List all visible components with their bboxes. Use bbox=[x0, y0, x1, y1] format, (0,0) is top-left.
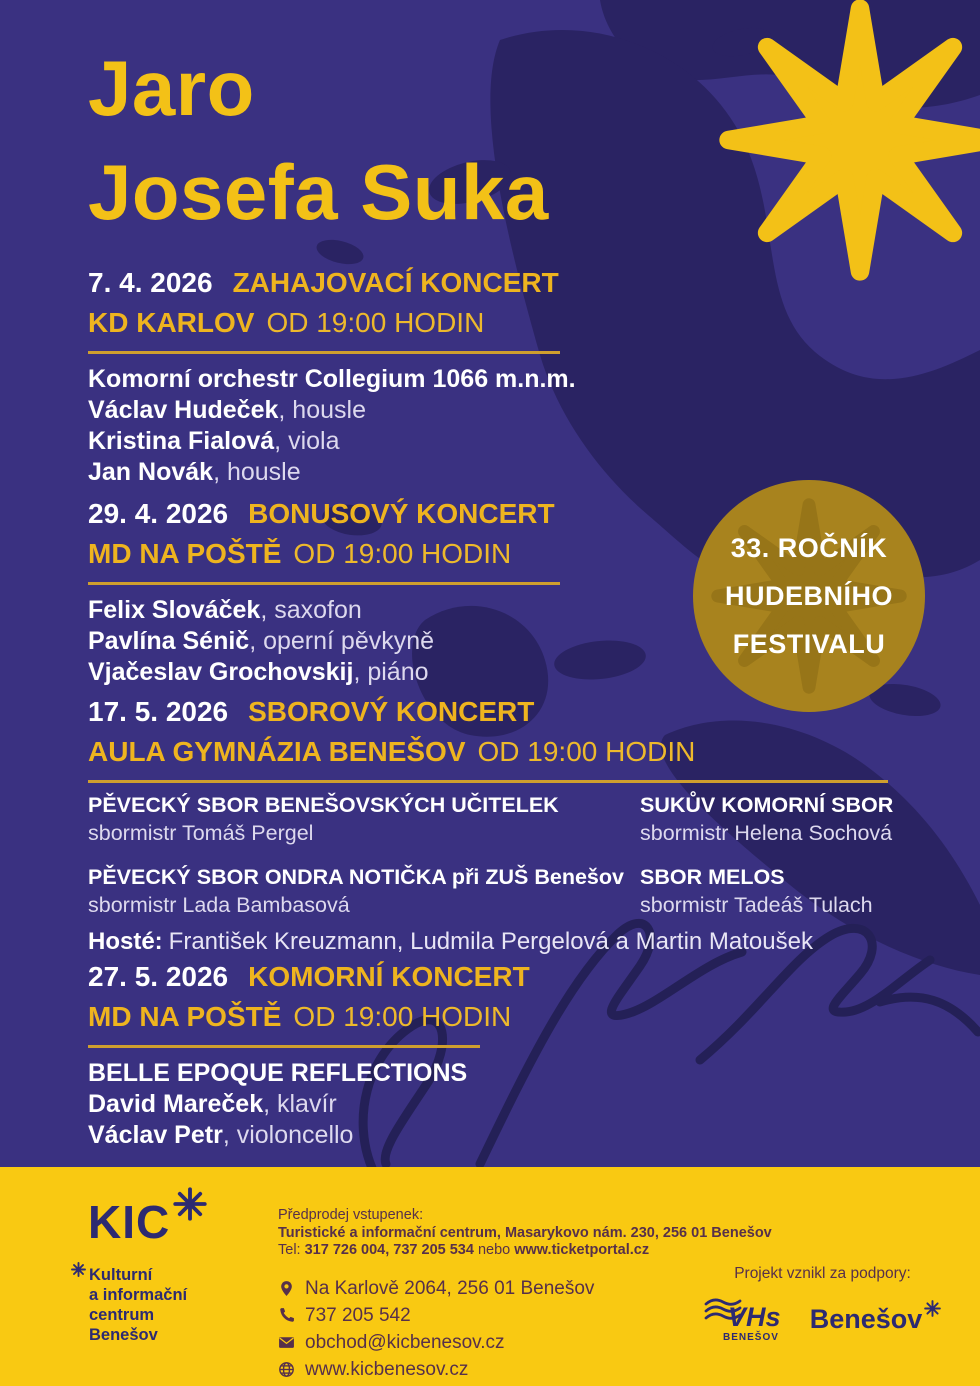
partner-logos bbox=[695, 1295, 950, 1343]
presale-address: Turistické a informační centrum, Masarykovo nám. 230, 256 01 Benešov bbox=[278, 1224, 772, 1241]
performer: David Mareček, klavír bbox=[88, 1090, 337, 1118]
concert-name: ZAHAJOVACÍ KONCERT bbox=[232, 267, 559, 298]
poster-title bbox=[88, 36, 549, 244]
email-icon bbox=[278, 1334, 295, 1351]
concert-date: 27. 5. 2026 bbox=[88, 961, 229, 992]
contact-phone: 737 205 542 bbox=[278, 1302, 772, 1329]
star-decoration-icon bbox=[706, 0, 980, 294]
choir-entry: PĚVECKÝ SBOR ONDRA NOTIČKA při ZUŠ Benešov sbormistr Lada Bambasová bbox=[88, 865, 624, 917]
presale-label: Předprodej vstupenek: bbox=[278, 1207, 424, 1223]
choir-entry: SBOR MELOS sbormistr Tadeáš Tulach bbox=[640, 865, 873, 917]
concert-venue: KD KARLOV bbox=[88, 307, 255, 338]
performer: Felix Slováček, saxofon bbox=[88, 596, 362, 624]
phone-icon bbox=[278, 1307, 295, 1324]
globe-icon bbox=[278, 1361, 295, 1378]
divider-rule bbox=[88, 780, 888, 783]
performer: Václav Petr, violoncello bbox=[88, 1121, 354, 1149]
vhs-benesov-logo bbox=[704, 1295, 792, 1343]
performer-list bbox=[88, 1058, 530, 1151]
svg-text:VHs: VHs bbox=[727, 1302, 781, 1332]
contact-website: www.kicbenesov.cz bbox=[278, 1356, 772, 1383]
concert-venue: AULA GYMNÁZIA BENEŠOV bbox=[88, 736, 466, 767]
concert-time: OD 19:00 HODIN bbox=[477, 736, 696, 767]
contact-address: Na Karlově 2064, 256 01 Benešov bbox=[278, 1275, 772, 1302]
concert-time: OD 19:00 HODIN bbox=[293, 538, 512, 569]
divider-rule bbox=[88, 582, 560, 585]
concert-block-choral bbox=[88, 692, 893, 957]
concert-date: 17. 5. 2026 bbox=[88, 696, 229, 727]
benesov-star-icon bbox=[924, 1300, 941, 1317]
poster-footer bbox=[0, 1167, 980, 1386]
concert-block-opening bbox=[88, 263, 576, 488]
support-label: Projekt vznikl za podpory: bbox=[734, 1265, 911, 1282]
supporters bbox=[695, 1265, 950, 1343]
divider-rule bbox=[88, 1045, 480, 1048]
presale-phone-line: Tel: 317 726 004, 737 205 534 nebo www.ticketportal.cz bbox=[278, 1242, 650, 1258]
divider-rule bbox=[88, 351, 560, 354]
concert-date: 7. 4. 2026 bbox=[88, 267, 213, 298]
concert-date: 29. 4. 2026 bbox=[88, 498, 229, 529]
concert-block-chamber bbox=[88, 957, 530, 1151]
concert-name: KOMORNÍ KONCERT bbox=[248, 961, 530, 992]
concert-name: BONUSOVÝ KONCERT bbox=[248, 498, 555, 529]
location-pin-icon bbox=[278, 1280, 295, 1297]
kic-star-icon bbox=[173, 1187, 207, 1221]
program-title: BELLE EPOQUE REFLECTIONS bbox=[88, 1059, 468, 1087]
kic-logo: KIC bbox=[88, 1195, 207, 1249]
contact-email: obchod@kicbenesov.cz bbox=[278, 1329, 772, 1356]
guests-line: Hosté: František Kreuzmann, Ludmila Pergelová a Martin Matoušek bbox=[88, 928, 813, 955]
poster-title-line1: Jaro bbox=[88, 44, 255, 132]
performer-list bbox=[88, 595, 560, 688]
performer: Pavlína Sénič, operní pěvkyně bbox=[88, 627, 435, 655]
concert-venue: MD NA POŠTĚ bbox=[88, 1001, 282, 1032]
concert-name: SBOROVÝ KONCERT bbox=[248, 696, 535, 727]
performer-list bbox=[88, 364, 576, 488]
performer: Vjačeslav Grochovskij, piáno bbox=[88, 658, 429, 686]
festival-edition-badge bbox=[693, 480, 925, 712]
choir-grid bbox=[88, 791, 893, 919]
concert-venue: MD NA POŠTĚ bbox=[88, 538, 282, 569]
poster-title-line2: Josefa Suka bbox=[88, 148, 549, 236]
ticketportal-link: www.ticketportal.cz bbox=[514, 1242, 650, 1258]
choir-entry: SUKŮV KOMORNÍ SBOR sbormistr Helena Sochová bbox=[640, 793, 894, 845]
benesov-city-logo: Benešov bbox=[810, 1304, 942, 1335]
performer: Komorní orchestr Collegium 1066 m.n.m. bbox=[88, 365, 576, 393]
svg-text:BENEŠOV: BENEŠOV bbox=[722, 1332, 779, 1343]
performer: Václav Hudeček, housle bbox=[88, 396, 366, 424]
choir-entry: PĚVECKÝ SBOR BENEŠOVSKÝCH UČITELEK sbormistr Tomáš Pergel bbox=[88, 793, 559, 845]
kic-tagline: Kulturní a informační centrum Benešov bbox=[71, 1265, 187, 1345]
badge-text: 33. ROČNÍK HUDEBNÍHO FESTIVALU bbox=[724, 533, 893, 659]
performer: Kristina Fialová, viola bbox=[88, 427, 340, 455]
concert-time: OD 19:00 HODIN bbox=[266, 307, 485, 338]
performer: Jan Novák, housle bbox=[88, 458, 301, 486]
asterisk-star-icon bbox=[71, 1262, 86, 1277]
concert-block-bonus bbox=[88, 494, 560, 688]
concert-time: OD 19:00 HODIN bbox=[293, 1001, 512, 1032]
